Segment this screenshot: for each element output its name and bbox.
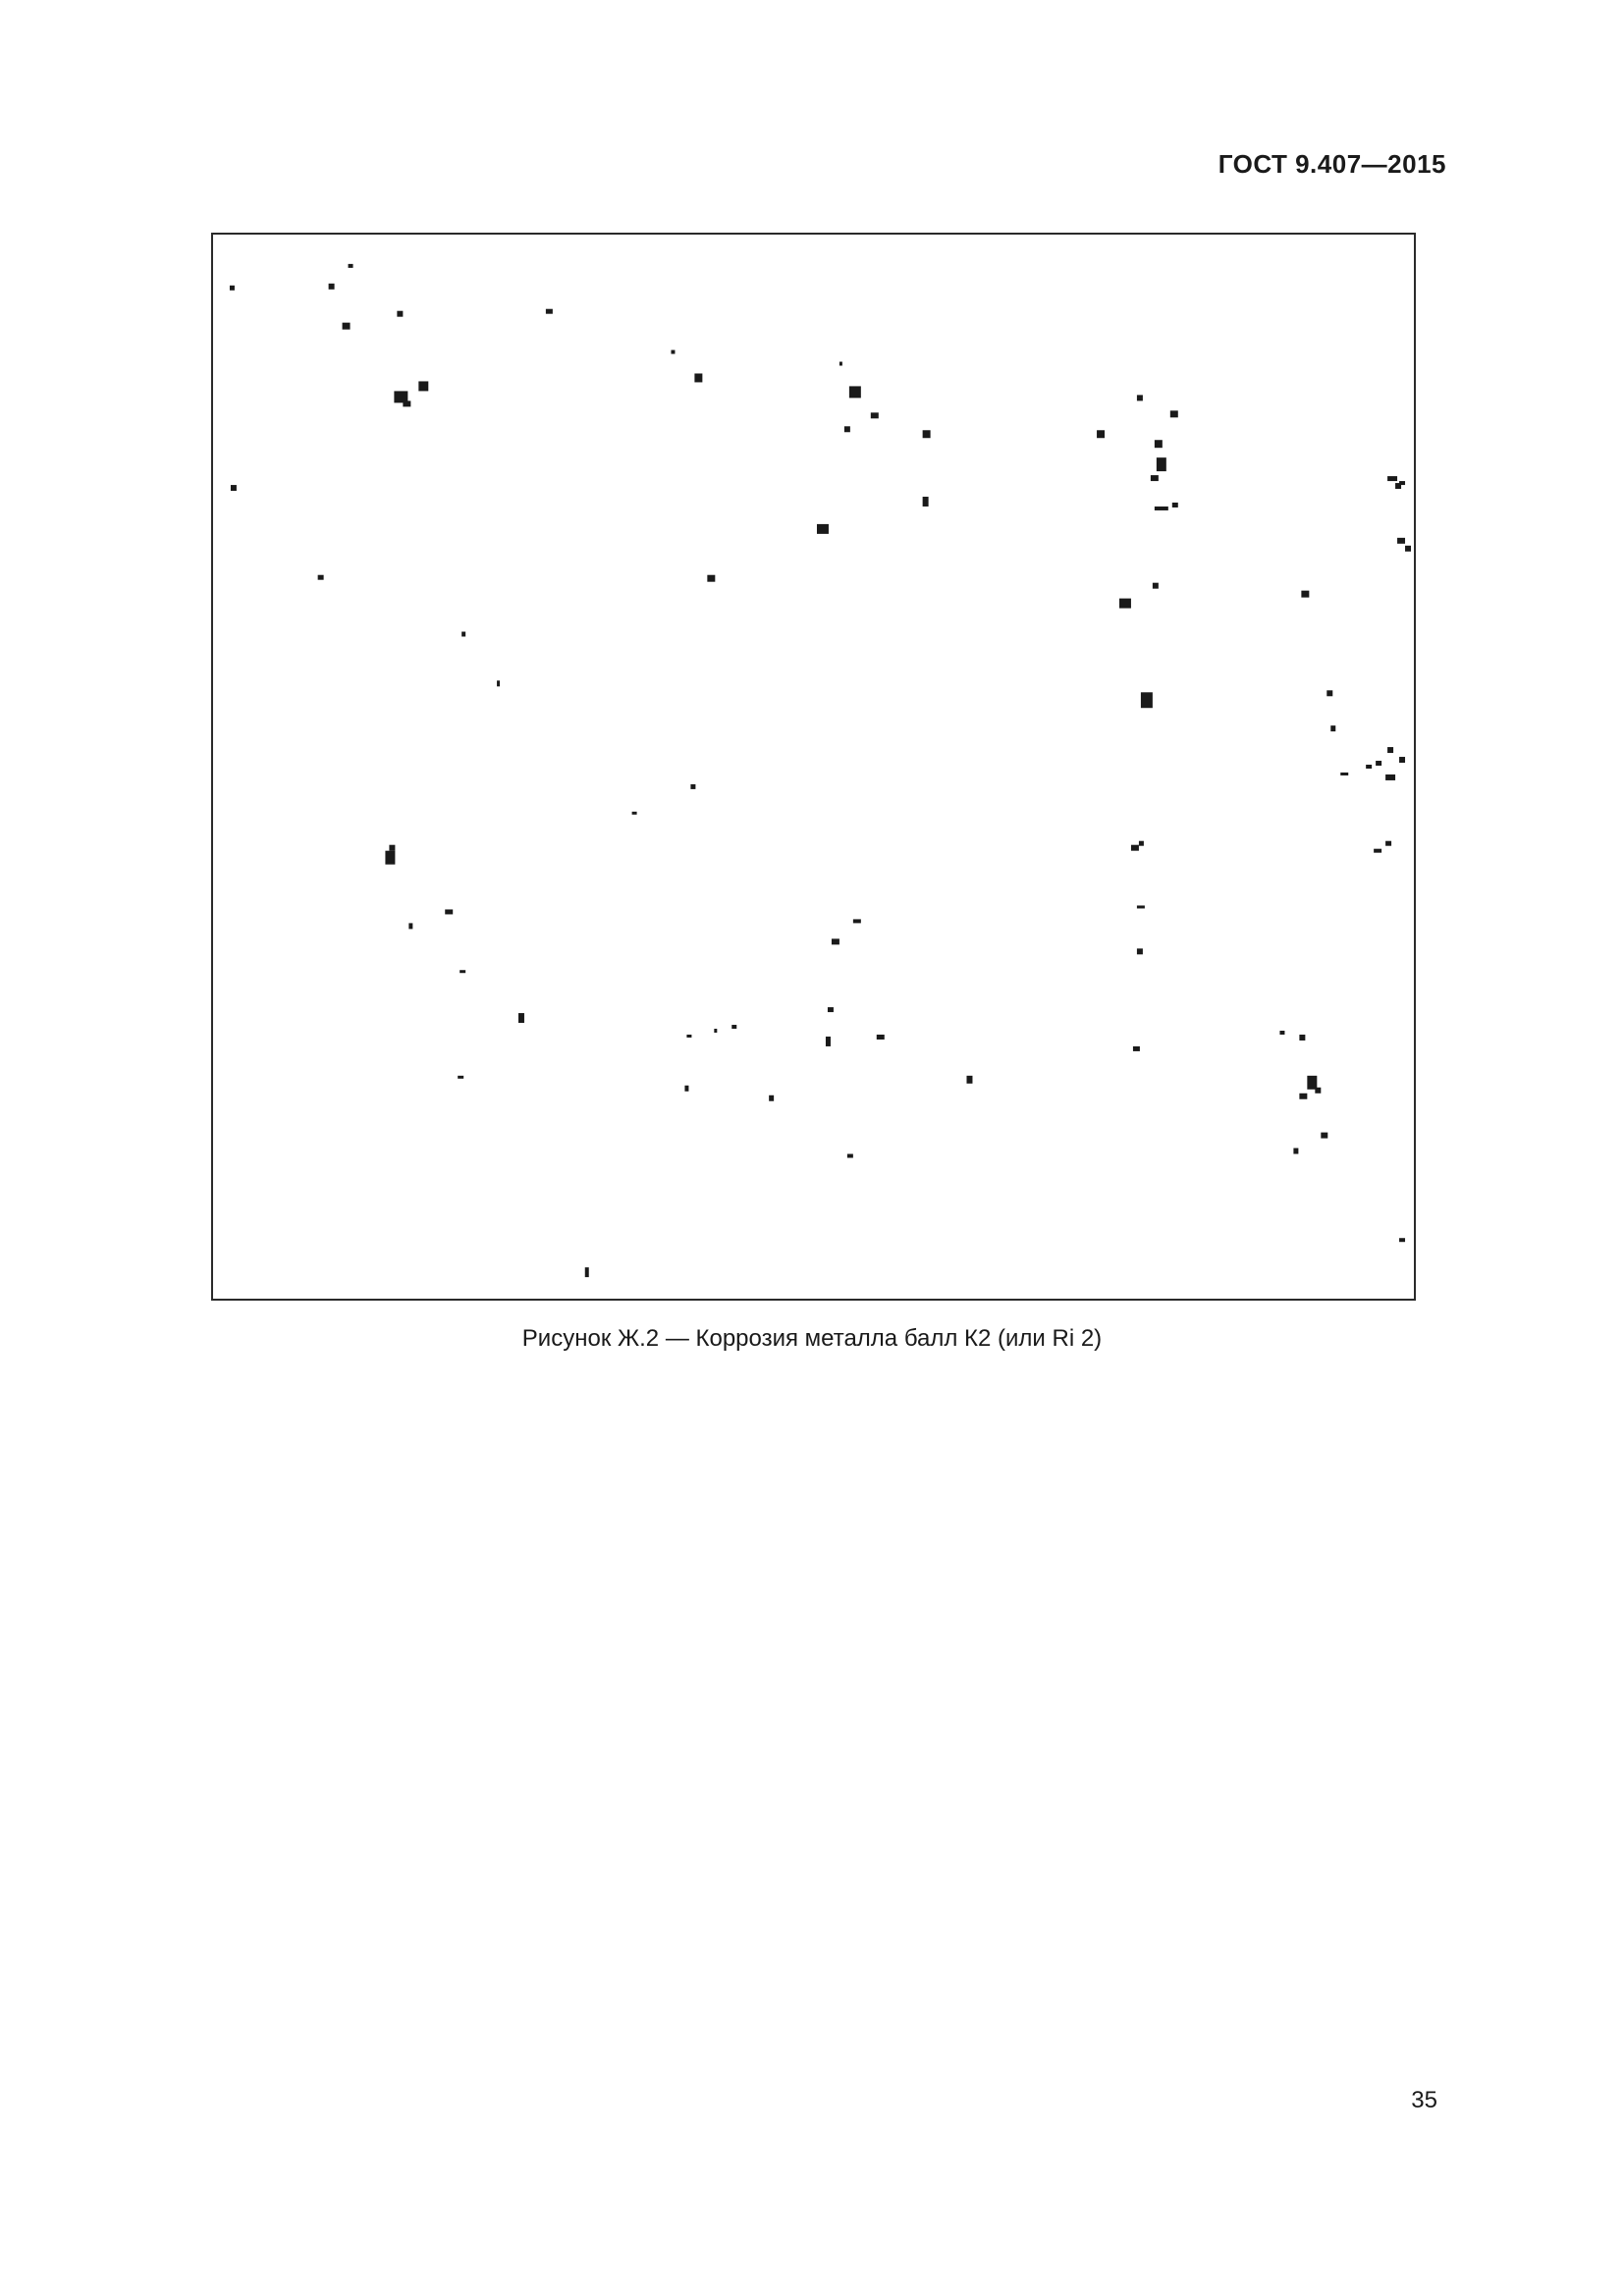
corrosion-spot bbox=[1399, 1238, 1405, 1242]
corrosion-spot bbox=[349, 264, 353, 268]
corrosion-spot bbox=[769, 1095, 774, 1101]
corrosion-spot bbox=[546, 309, 553, 314]
corrosion-spot bbox=[1387, 747, 1393, 753]
corrosion-spot bbox=[1153, 583, 1159, 589]
corrosion-spot bbox=[871, 412, 879, 418]
corrosion-spot bbox=[1155, 507, 1168, 510]
corrosion-spot bbox=[844, 426, 850, 432]
corrosion-spot bbox=[671, 350, 675, 354]
figure-caption: Рисунок Ж.2 — Коррозия металла балл К2 (или Ri 2) bbox=[521, 1325, 1103, 1352]
corrosion-spot bbox=[1141, 692, 1153, 708]
corrosion-spot bbox=[397, 311, 403, 317]
corrosion-spot bbox=[1151, 475, 1159, 481]
corrosion-spot bbox=[1397, 538, 1405, 544]
corrosion-spot bbox=[329, 284, 335, 290]
corrosion-spot bbox=[686, 1035, 691, 1038]
corrosion-spot bbox=[389, 845, 395, 851]
corrosion-spot bbox=[1119, 599, 1131, 609]
page-number: 35 bbox=[1411, 2087, 1437, 2113]
corrosion-spot bbox=[518, 1013, 524, 1023]
corrosion-spot bbox=[1137, 395, 1143, 400]
corrosion-spot bbox=[1366, 765, 1372, 769]
corrosion-spot bbox=[714, 1029, 717, 1033]
corrosion-spot bbox=[1321, 1133, 1327, 1139]
corrosion-spot bbox=[632, 812, 637, 815]
corrosion-spot bbox=[1293, 1148, 1298, 1154]
corrosion-spot bbox=[1307, 1076, 1317, 1090]
corrosion-spot bbox=[497, 680, 500, 686]
corrosion-spot bbox=[1137, 905, 1145, 908]
corrosion-spot bbox=[1385, 841, 1391, 846]
corrosion-spot bbox=[923, 430, 931, 438]
corrosion-spot bbox=[385, 851, 395, 865]
corrosion-spot bbox=[853, 919, 861, 923]
corrosion-spot bbox=[445, 909, 453, 914]
corrosion-spot bbox=[684, 1086, 688, 1092]
standard-designation: ГОСТ 9.407—2015 bbox=[1218, 149, 1446, 179]
corrosion-spot bbox=[877, 1035, 885, 1040]
corrosion-spot bbox=[1131, 845, 1139, 851]
corrosion-spot bbox=[343, 323, 351, 330]
corrosion-spot bbox=[231, 485, 237, 491]
corrosion-spot bbox=[403, 400, 410, 406]
corrosion-spot bbox=[1172, 503, 1178, 507]
corrosion-spot bbox=[1340, 773, 1348, 775]
corrosion-spot bbox=[1157, 457, 1166, 471]
corrosion-spot bbox=[707, 575, 715, 582]
corrosion-spot bbox=[1139, 841, 1144, 846]
corrosion-spot bbox=[418, 381, 428, 391]
corrosion-spot bbox=[460, 970, 465, 973]
corrosion-spot bbox=[585, 1267, 589, 1277]
corrosion-spot bbox=[1279, 1031, 1284, 1035]
corrosion-spot bbox=[1155, 440, 1163, 448]
corrosion-spot bbox=[458, 1076, 463, 1079]
corrosion-spot bbox=[1399, 481, 1405, 485]
corrosion-spots-image bbox=[213, 235, 1414, 1299]
corrosion-spot bbox=[408, 923, 412, 929]
corrosion-spot bbox=[849, 386, 861, 398]
corrosion-spot bbox=[1405, 546, 1411, 552]
corrosion-spot bbox=[1385, 774, 1395, 780]
corrosion-spot bbox=[1374, 849, 1381, 853]
corrosion-spot bbox=[923, 497, 929, 507]
corrosion-spot bbox=[731, 1025, 736, 1029]
corrosion-spot bbox=[230, 286, 235, 291]
corrosion-spot bbox=[847, 1154, 853, 1158]
corrosion-spot bbox=[817, 524, 829, 534]
corrosion-spot bbox=[1376, 761, 1381, 766]
corrosion-spot bbox=[1399, 757, 1405, 763]
corrosion-spot bbox=[1170, 410, 1178, 417]
corrosion-spot bbox=[1299, 1035, 1305, 1041]
corrosion-spot bbox=[690, 784, 695, 789]
corrosion-spot bbox=[832, 938, 839, 944]
corrosion-spot bbox=[1315, 1088, 1321, 1094]
figure-frame bbox=[211, 233, 1416, 1301]
corrosion-spot bbox=[966, 1076, 972, 1084]
corrosion-spot bbox=[461, 632, 465, 637]
corrosion-spot bbox=[1326, 690, 1332, 696]
corrosion-spot bbox=[694, 373, 702, 382]
corrosion-spot bbox=[1387, 476, 1397, 481]
corrosion-spot bbox=[318, 575, 324, 580]
corrosion-spot bbox=[826, 1037, 831, 1046]
corrosion-spot bbox=[1097, 430, 1105, 438]
corrosion-spot bbox=[1133, 1046, 1140, 1051]
corrosion-spot bbox=[1137, 948, 1143, 954]
corrosion-spot bbox=[1301, 591, 1309, 598]
corrosion-spot bbox=[839, 362, 842, 366]
corrosion-spot bbox=[1330, 725, 1335, 731]
corrosion-spot bbox=[1299, 1094, 1307, 1099]
corrosion-spot bbox=[828, 1007, 834, 1012]
